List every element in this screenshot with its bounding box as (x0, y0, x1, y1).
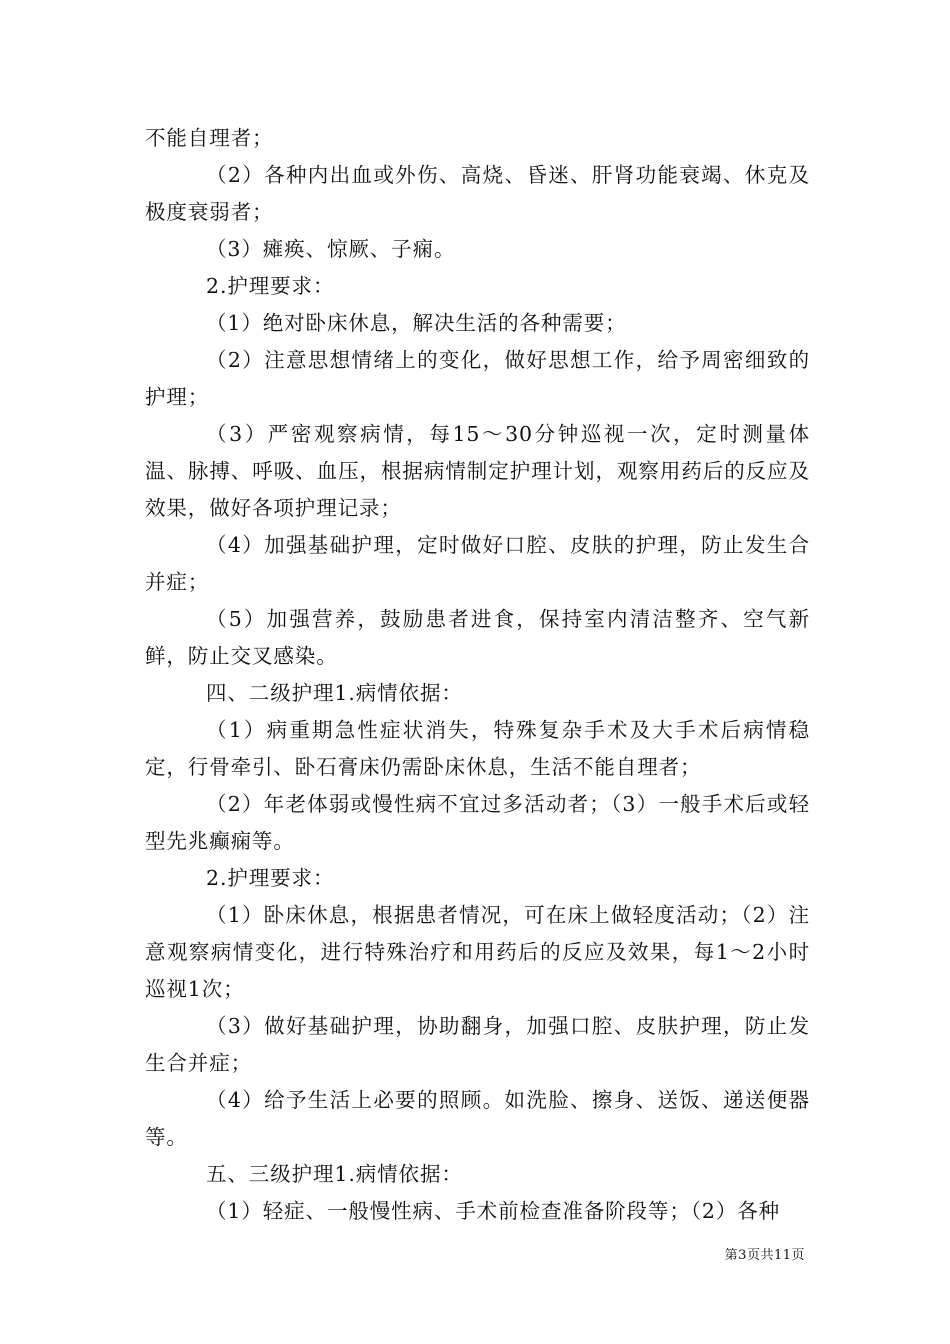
paragraph-11: （1）病重期急性症状消失，特殊复杂手术及大手术后病情稳定，行骨牵引、卧石膏床仍需卧床休息，生活不能自理者； (145, 718, 810, 779)
paragraph-3: （3）瘫痪、惊厥、子痫。 (206, 237, 456, 261)
section-heading-level-2-nursing: 四、二级护理1.病情依据： (206, 681, 463, 705)
paragraph-18: （1）轻症、一般慢性病、手术前检查准备阶段等；（2）各种 (206, 1199, 781, 1223)
paragraph-6: （2）注意思想情绪上的变化，做好思想工作，给予周密细致的护理； (145, 348, 810, 409)
paragraph-7: （3）严密观察病情，每15～30分钟巡视一次，定时测量体温、脉搏、呼吸、血压，根据病情制定护理计划，观察用药后的反应及效果，做好各项护理记录； (145, 422, 810, 520)
paragraph-2: （2）各种内出血或外伤、高烧、昏迷、肝肾功能衰竭、休克及极度衰弱者； (145, 163, 810, 224)
section-heading-level-3-nursing: 五、三级护理1.病情依据： (206, 1162, 463, 1186)
paragraph-9: （5）加强营养，鼓励患者进食，保持室内清洁整齐、空气新鲜，防止交叉感染。 (145, 607, 810, 668)
paragraph-1: 不能自理者； (145, 126, 274, 150)
paragraph-16: （4）给予生活上必要的照顾。如洗脸、擦身、送饭、递送便器等。 (145, 1088, 810, 1149)
paragraph-13: 2.护理要求： (206, 866, 335, 890)
paragraph-15: （3）做好基础护理，协助翻身，加强口腔、皮肤护理，防止发生合并症； (145, 1014, 810, 1075)
document-body (145, 120, 810, 1230)
paragraph-4: 2.护理要求： (206, 274, 335, 298)
paragraph-14: （1）卧床休息，根据患者情况，可在床上做轻度活动；（2）注意观察病情变化，进行特殊治疗和用药后的反应及效果，每1～2小时巡视1次； (145, 903, 810, 1001)
paragraph-5: （1）绝对卧床休息，解决生活的各种需要； (206, 311, 627, 335)
paragraph-8: （4）加强基础护理，定时做好口腔、皮肤的护理，防止发生合并症； (145, 533, 810, 594)
paragraph-12: （2）年老体弱或慢性病不宜过多活动者；（3）一般手术后或轻型先兆癫痫等。 (145, 792, 810, 853)
page-number-footer: 第3页共11页 (724, 1248, 805, 1263)
